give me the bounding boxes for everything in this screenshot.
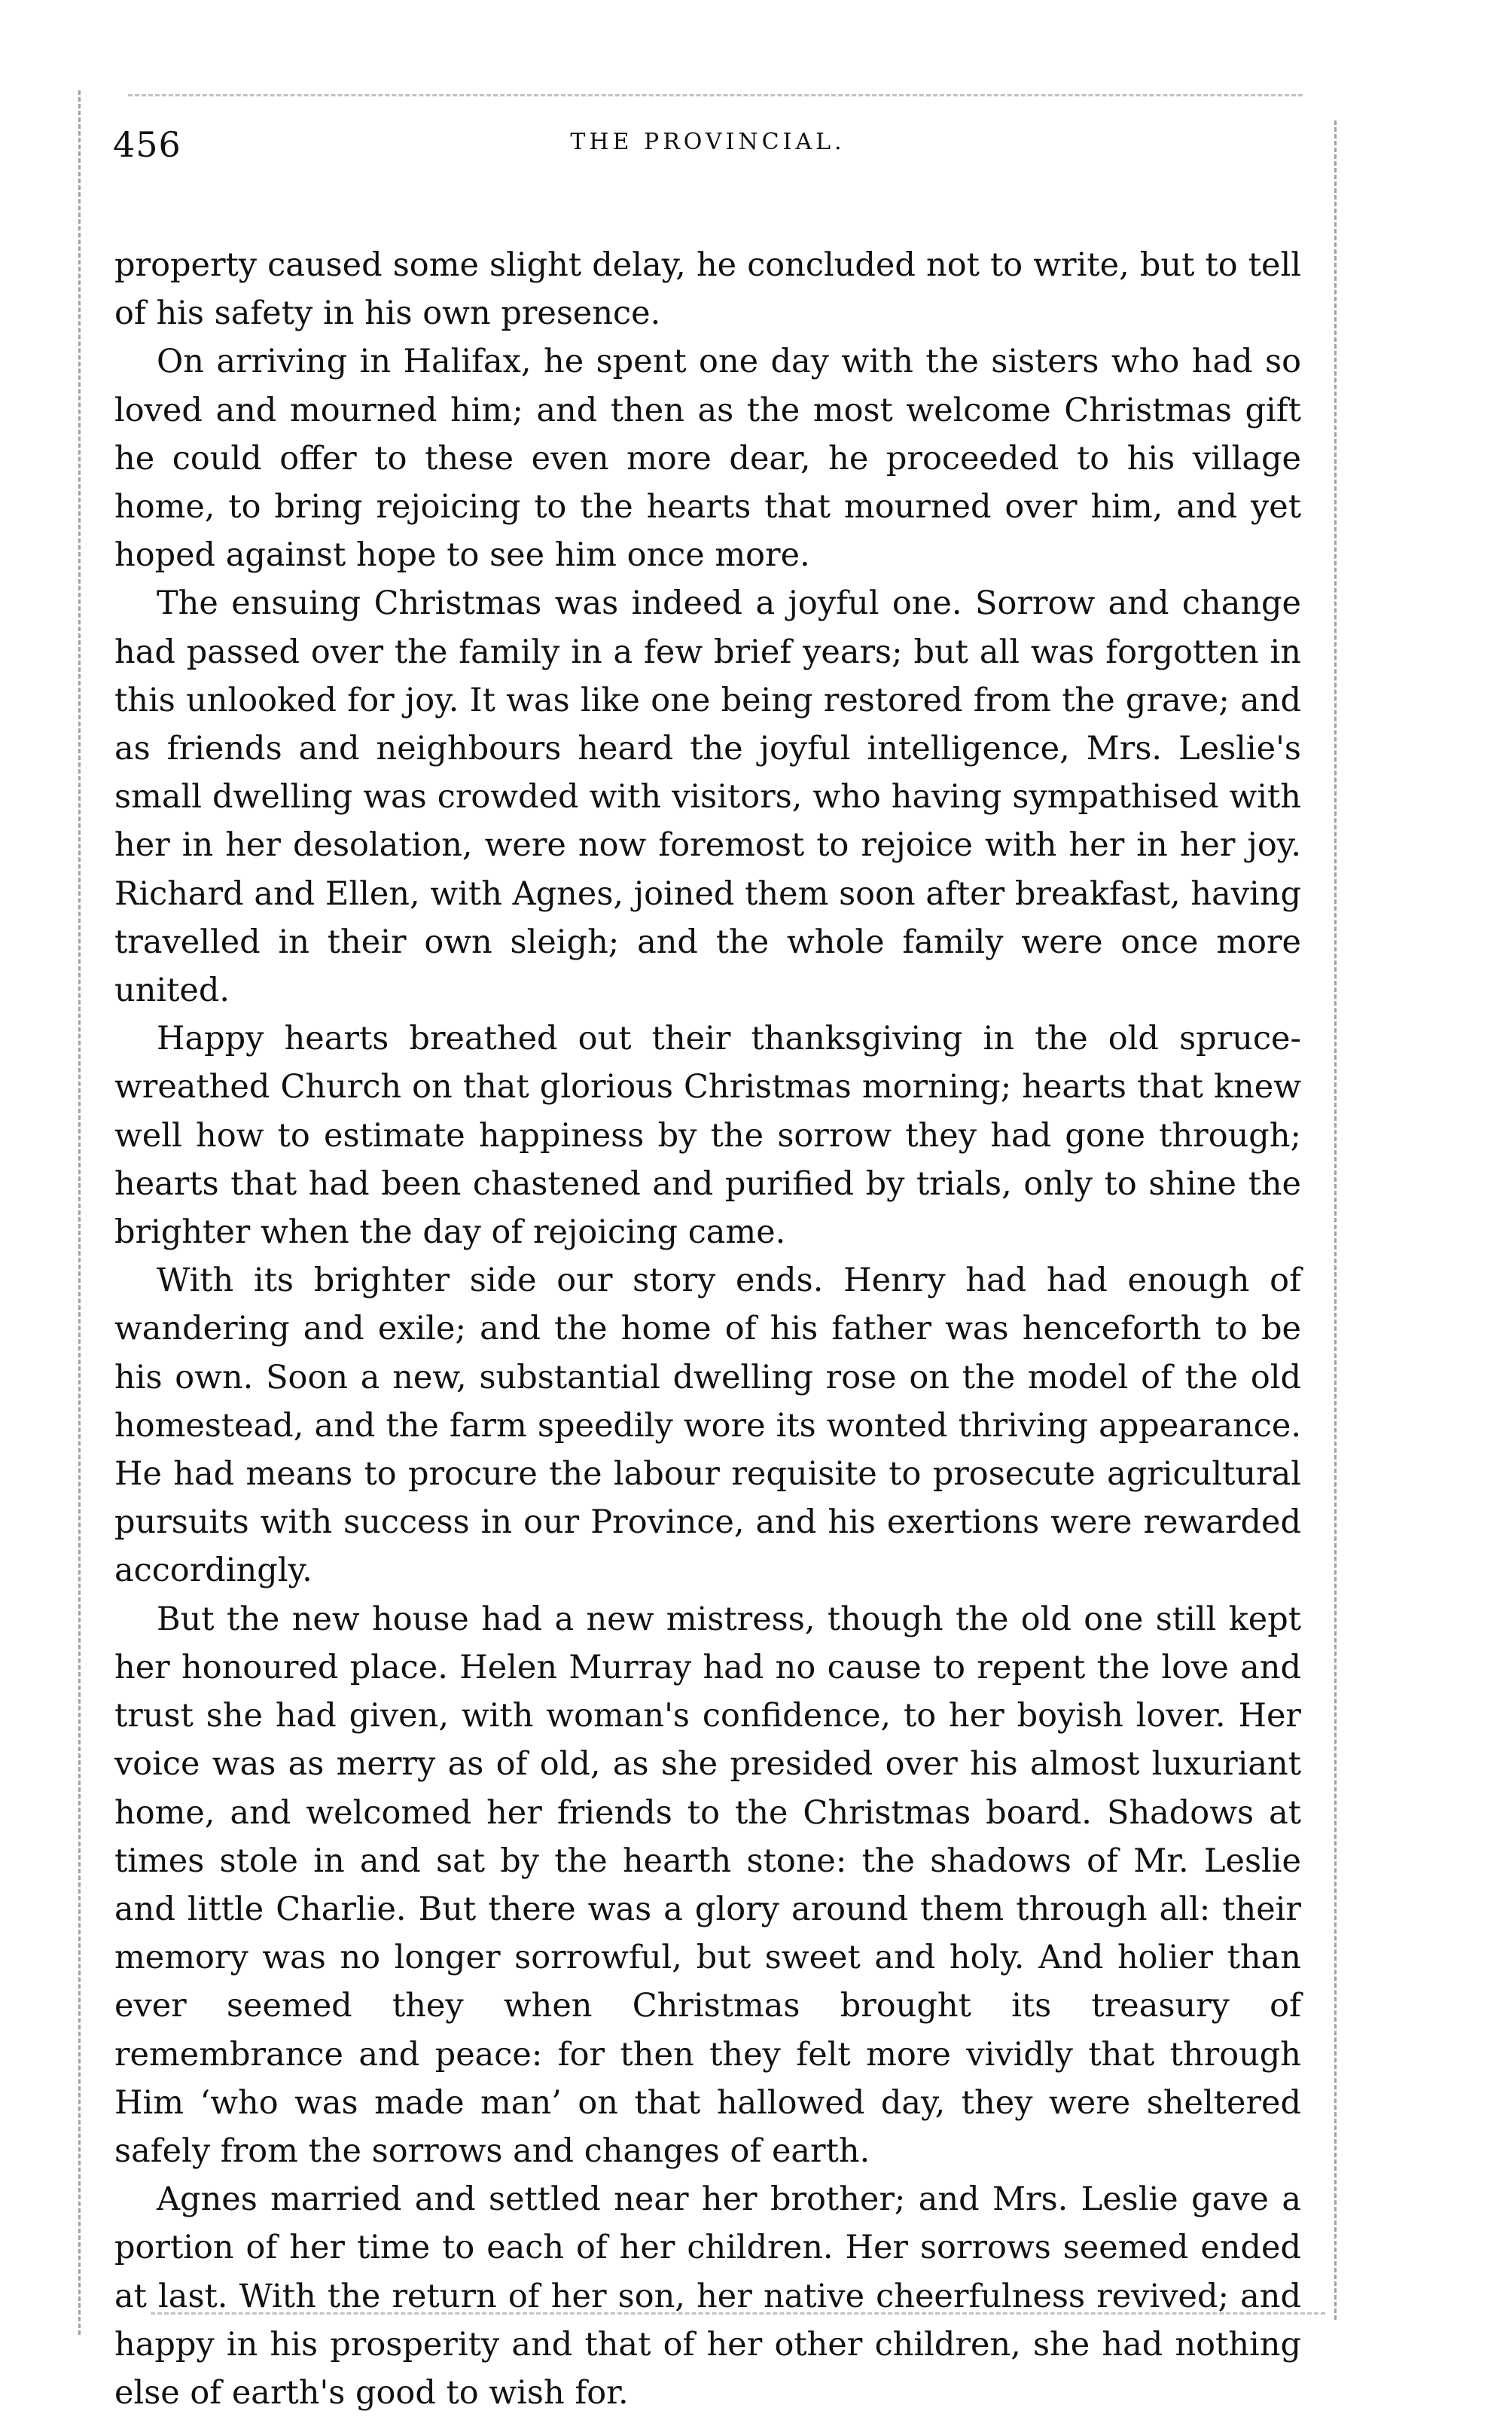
left-scan-border xyxy=(78,90,81,2335)
paragraph: The ensuing Christmas was indeed a joyful one. Sorrow and change had passed over the family in a few brief years; but all was forgotten in this unlooked for joy. It was like one being restored from the grave; and as friends and neighbours heard the joyful intelligence, Mrs. Leslie's small dwelling was crowded with visitors, who having sympathised with her in her desolation, were now foremost to rejoice with her in her joy. Richard and Ellen, with Agnes, joined them soon after breakfast, having travelled in their own sleigh; and the whole family were once more united. xyxy=(114,584,1301,1010)
paragraph: On arriving in Halifax, he spent one day with the sisters who had so loved and mourned him; and then as the most welcome Christmas gift he could offer to these even more dear, he proceeded to his village home, to bring rejoicing to the hearts that mourned over him, and yet hoped against hope to see him once more. xyxy=(114,343,1301,575)
paragraph: Happy hearts breathed out their thanksgiving in the old spruce-wreathed Church on that glorious Christmas morning; hearts that knew well how to estimate happiness by the sorrow they had gone through; hearts that had been chastened and purified by trials, only to shine the brighter when the day of rejoicing came. xyxy=(114,1020,1301,1252)
body-text xyxy=(114,241,1301,2417)
bottom-scan-border xyxy=(151,2312,1325,2315)
paragraph: But the new house had a new mistress, though the old one still kept her honoured place. Helen Murray had no cause to repent the love and trust she had given, with woman's confidence, to her boyish lover. Her voice was as merry as of old, as she presided over his almost luxuriant home, and welcomed her friends to the Christmas board. Shadows at times stole in and sat by the hearth stone: the shadows of Mr. Leslie and little Charlie. But there was a glory around them through all: their memory was no longer sorrowful, but sweet and holy. And holier than ever seemed they when Christmas brought its treasury of remembrance and peace: for then they felt more vividly that through Him ‘who was made man’ on that hallowed day, they were sheltered safely from the sorrows and changes of earth. xyxy=(114,1600,1301,2170)
page-number: 456 xyxy=(113,124,181,165)
page-header xyxy=(113,124,1303,169)
paragraph: With its brighter side our story ends. Henry had had enough of wandering and exile; and the home of his father was henceforth to be his own. Soon a new, substantial dwelling rose on the model of the old homestead, and the farm speedily wore its wonted thriving appearance. He had means to procure the labour requisite to prosecute agricultural pursuits with success in our Province, and his exertions were rewarded accordingly. xyxy=(114,1262,1301,1590)
right-scan-border xyxy=(1334,121,1337,2320)
top-scan-border xyxy=(128,94,1303,96)
paragraph: property caused some slight delay, he concluded not to write, but to tell of his safety in his own presence. xyxy=(114,246,1301,333)
paragraph: Agnes married and settled near her brother; and Mrs. Leslie gave a portion of her time to each of her children. Her sorrows seemed ended at last. With the return of her son, her native cheerfulness revived; and happy in his prosperity and that of her other children, she had nothing else of earth's good to wish for. xyxy=(114,2180,1301,2412)
running-title: THE PROVINCIAL. xyxy=(570,129,846,155)
